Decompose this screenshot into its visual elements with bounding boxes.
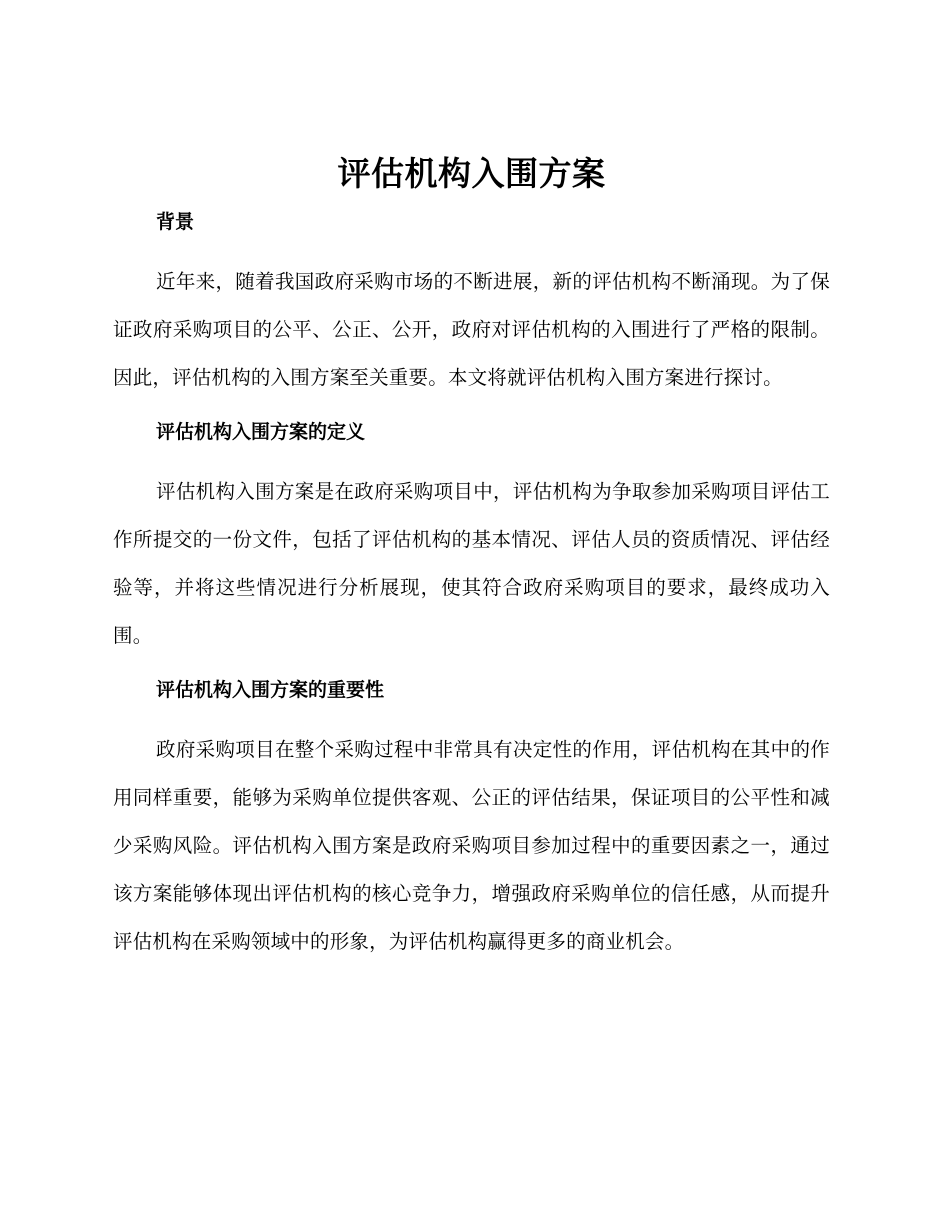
spacer [113,402,830,416]
paragraph-background: 近年来，随着我国政府采购市场的不断进展，新的评估机构不断涌现。为了保证政府采购项目的公平、公正、公开，政府对评估机构的入围进行了严格的限制。因此，评估机构的入围方案至关重要。本文将就评估机构入围方案进行探讨。 [113,270,830,389]
spacer [113,706,830,726]
paragraph-definition: 评估机构入围方案是在政府采购项目中，评估机构为争取参加采购项目评估工作所提交的一份文件，包括了评估机构的基本情况、评估人员的资质情况、评估经验等，并将这些情况进行分析展现，使其符合政府采购项目的要求，最终成功入围。 [113,480,830,647]
paragraph-importance: 政府采购项目在整个采购过程中非常具有决定性的作用，评估机构在其中的作用同样重要，能够为采购单位提供客观、公正的评估结果，保证项目的公平性和减少采购风险。评估机构入围方案是政府采购项目参加过程中的重要因素之一，通过该方案能够体现出评估机构的核心竞争力，增强政府采购单位的信任感，从而提升评估机构在采购领域中的形象，为评估机构赢得更多的商业机会。 [113,738,830,953]
section-heading-importance: 评估机构入围方案的重要性 [156,679,385,701]
document-title: 评估机构入围方案 [337,154,606,193]
section-heading-background: 背景 [156,211,195,233]
section-heading-definition: 评估机构入围方案的定义 [156,421,366,443]
spacer [113,448,830,468]
spacer [113,238,830,258]
spacer [113,660,830,674]
document-body [113,148,830,966]
